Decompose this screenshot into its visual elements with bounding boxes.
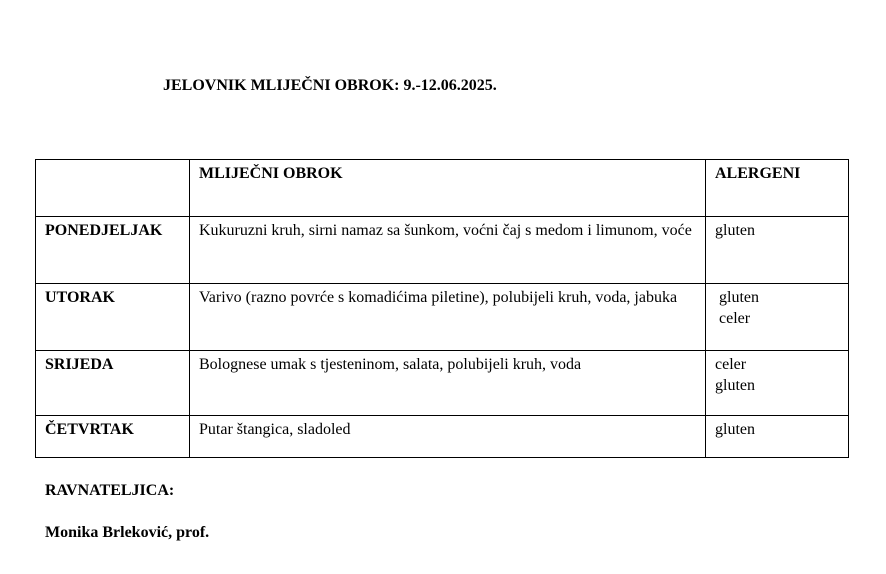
allergen-item: gluten bbox=[715, 421, 755, 438]
table-row bbox=[36, 416, 849, 458]
table-row bbox=[36, 351, 849, 416]
meal-cell: Bolognese umak s tjesteninom, salata, polubijeli kruh, voda bbox=[190, 351, 706, 416]
allergens-cell bbox=[706, 351, 849, 416]
allergens-cell bbox=[706, 284, 849, 351]
table-header-row bbox=[36, 160, 849, 217]
table-row bbox=[36, 217, 849, 284]
meal-cell: Putar štangica, sladoled bbox=[190, 416, 706, 458]
allergens-cell bbox=[706, 217, 849, 284]
header-meal: MLIJEČNI OBROK bbox=[190, 160, 706, 217]
signature-label: RAVNATELJICA: bbox=[45, 482, 175, 499]
meal-cell: Varivo (razno povrće s komadićima piletine), polubijeli kruh, voda, jabuka bbox=[190, 284, 706, 351]
allergen-item: gluten bbox=[715, 377, 755, 394]
allergen-item: celer bbox=[715, 310, 751, 327]
menu-title: JELOVNIK MLIJEČNI OBROK: 9.-12.06.2025. bbox=[163, 77, 497, 94]
header-allergens: ALERGENI bbox=[706, 160, 849, 217]
allergen-item: gluten bbox=[715, 289, 759, 306]
allergen-item: gluten bbox=[715, 222, 755, 239]
day-cell: ČETVRTAK bbox=[36, 416, 190, 458]
day-cell: PONEDJELJAK bbox=[36, 217, 190, 284]
allergen-item: celer bbox=[715, 356, 747, 373]
header-day bbox=[36, 160, 190, 217]
table-row bbox=[36, 284, 849, 351]
menu-table bbox=[35, 159, 849, 458]
day-cell: UTORAK bbox=[36, 284, 190, 351]
signature-name: Monika Brleković, prof. bbox=[45, 524, 210, 541]
allergens-cell bbox=[706, 416, 849, 458]
meal-cell: Kukuruzni kruh, sirni namaz sa šunkom, voćni čaj s medom i limunom, voće bbox=[190, 217, 706, 284]
day-cell: SRIJEDA bbox=[36, 351, 190, 416]
